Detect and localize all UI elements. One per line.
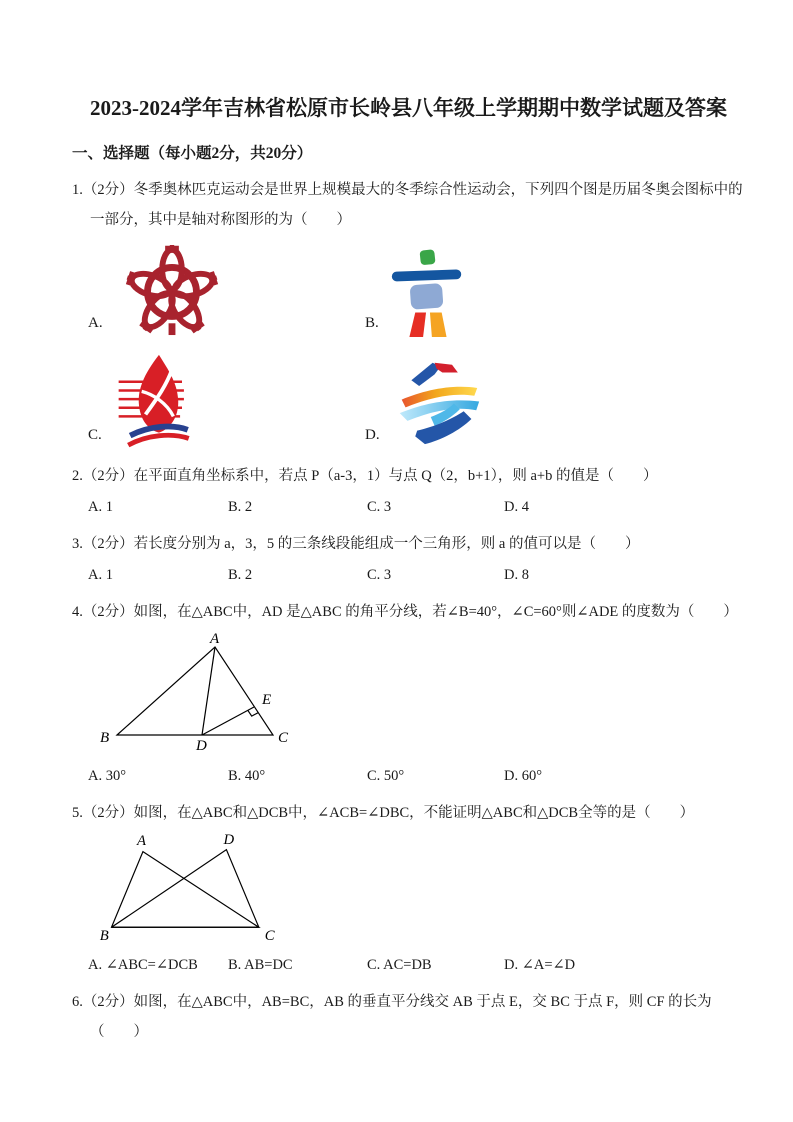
question-3-option-b: B. 2 (228, 567, 253, 583)
segment-de (202, 707, 254, 735)
inukshuk-head (419, 249, 435, 265)
flame-red-swoosh (128, 435, 188, 445)
snowflake-petals (125, 245, 219, 334)
question-5-option-a: A. ∠ABC=∠DCB (88, 957, 198, 973)
segment-ad (202, 647, 215, 735)
inukshuk-arms (391, 269, 461, 281)
question-2-option-c: C. 3 (367, 499, 392, 515)
ribbon-top-red (434, 363, 457, 373)
question-5-option-c: C. AC=DB (367, 957, 432, 973)
question-4 (72, 597, 745, 791)
vertex-label-a: A (210, 631, 220, 647)
question-1-option-c (88, 353, 365, 449)
question-3-text: 3.（2分）若长度分别为 a，3，5 的三条线段能组成一个三角形，则 a 的值可以是（ ） (72, 536, 640, 552)
option-d-label: D. (365, 427, 380, 443)
question-4-options (72, 761, 745, 791)
vertex-label-a: A (137, 832, 147, 849)
question-5-options (72, 950, 745, 980)
question-5-triangles-figure (94, 832, 294, 942)
red-snowflake-flower-emblem-icon (115, 243, 229, 337)
question-3-options (72, 560, 745, 590)
vertex-label-b: B (100, 730, 110, 746)
question-1-option-b (365, 243, 745, 337)
question-1-image-options (72, 243, 745, 449)
vertex-label-b: B (99, 928, 109, 942)
beijing-winter-ribbon-emblem-icon (392, 357, 484, 449)
question-3-option-a: A. 1 (88, 567, 113, 583)
inukshuk-colored-blocks-emblem-icon (391, 249, 463, 337)
page-title: 2023-2024学年吉林省松原市长岭县八年级上学期期中数学试题及答案 (90, 96, 727, 120)
vertex-label-c: C (264, 928, 275, 942)
question-4-option-a: A. 30° (88, 768, 127, 784)
vertex-label-d: D (196, 738, 207, 753)
question-2 (72, 461, 745, 522)
section-heading: 一、选择题（每小题2分，共20分） (72, 145, 313, 162)
question-5 (72, 798, 745, 980)
question-2-options (72, 492, 745, 522)
question-5-option-d: D. ∠A=∠D (504, 957, 576, 973)
question-1-text: 1.（2分）冬季奥林匹克运动会是世界上规模最大的冬季综合性运动会，下列四个图是历届冬奥会图标中的一部分，其中是轴对称图形的为（ ） (72, 182, 743, 228)
question-5-text: 5.（2分）如图，在△ABC和△DCB中，∠ACB=∠DBC，不能证明△ABC和△DCB全等的是（ ） (72, 805, 695, 821)
question-5-option-b: B. AB=DC (228, 957, 293, 973)
question-2-option-b: B. 2 (228, 499, 253, 515)
question-4-option-b: B. 40° (228, 768, 266, 784)
vertex-label-c: C (278, 730, 289, 746)
triangle-dcb (112, 850, 259, 928)
question-4-text: 4.（2分）如图，在△ABC中，AD 是△ABC 的角平分线，若∠B=40°，∠C=60°则∠ADE 的度数为（ ） (72, 604, 738, 620)
question-4-option-d: D. 60° (504, 768, 543, 784)
question-3-option-d: D. 8 (504, 567, 529, 583)
question-4-option-c: C. 50° (367, 768, 405, 784)
question-2-option-a: A. 1 (88, 499, 113, 515)
question-1-option-d (365, 353, 745, 449)
question-1-option-a (88, 243, 365, 337)
triangle-abc (117, 647, 273, 735)
vertex-label-e: E (262, 692, 272, 708)
question-3 (72, 529, 745, 590)
question-2-option-d: D. 4 (504, 499, 529, 515)
question-4-triangle-figure (94, 631, 304, 753)
triangle-abc (112, 852, 259, 928)
question-1 (72, 175, 745, 449)
option-a-label: A. (88, 315, 103, 331)
inukshuk-right-leg (430, 313, 447, 337)
snowflake-stem (168, 323, 175, 335)
red-flame-with-stripes-emblem-icon (114, 353, 202, 449)
question-2-text: 2.（2分）在平面直角坐标系中，若点 P（a-3，1）与点 Q（2，b+1），则 a+b 的值是（ ） (72, 468, 658, 484)
right-angle-mark (248, 710, 258, 716)
question-6-text: 6.（2分）如图，在△ABC中，AB=BC，AB 的垂直平分线交 AB 于点 E，交 BC 于点 F，则 CF 的长为（ ） (72, 994, 712, 1040)
option-c-label: C. (88, 427, 102, 443)
vertex-label-d: D (223, 832, 235, 848)
question-3-option-c: C. 3 (367, 567, 392, 583)
question-6 (72, 987, 745, 1047)
option-b-label: B. (365, 315, 379, 331)
inukshuk-left-leg (409, 313, 426, 337)
inukshuk-body (409, 283, 443, 310)
